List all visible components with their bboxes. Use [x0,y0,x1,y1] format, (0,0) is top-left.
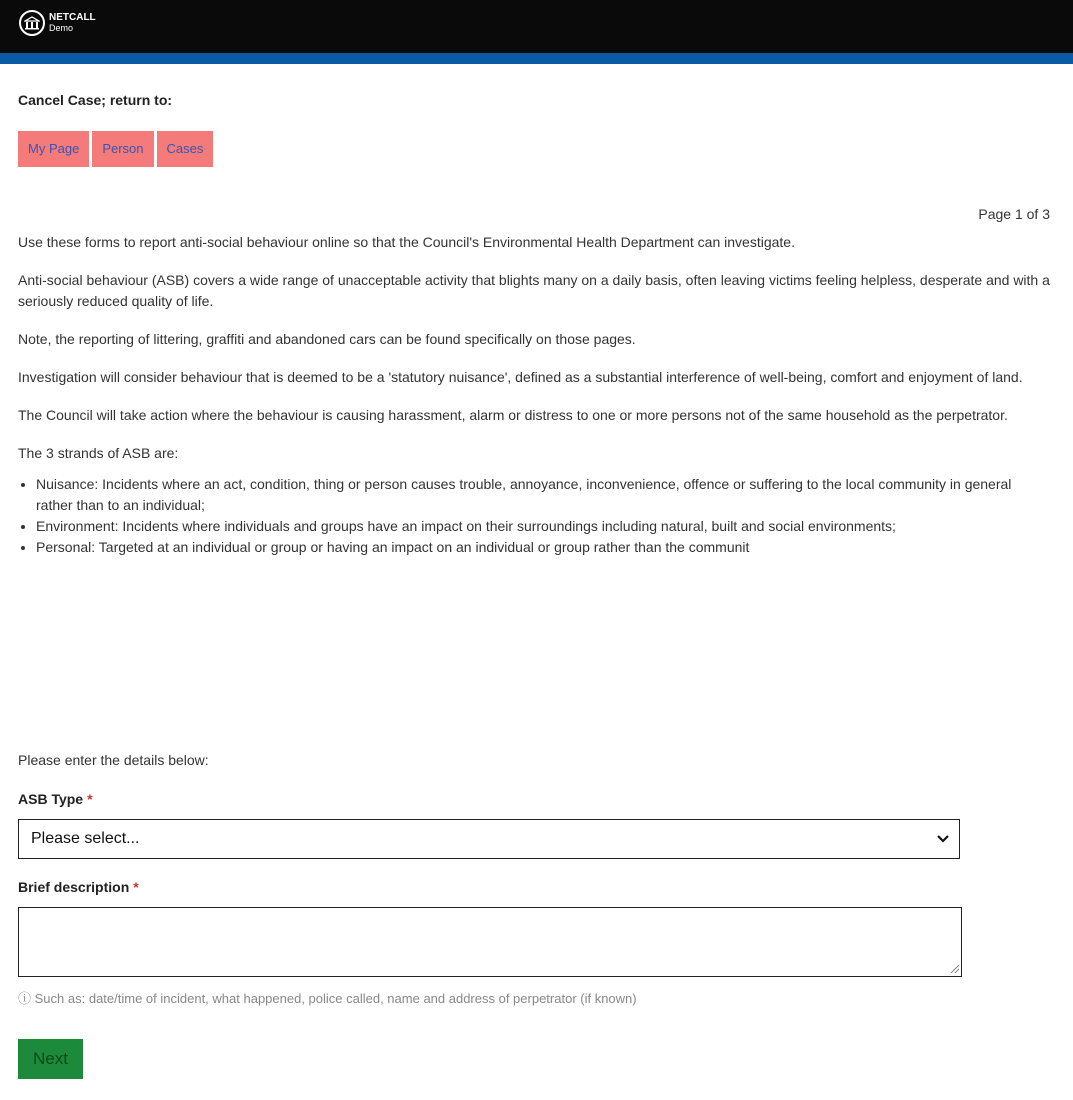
list-item: • Personal: Targeted at an individual or group or having an impact on an individual or group rather than the communit [36,537,1050,558]
intro-paragraph: Note, the reporting of littering, graffiti and abandoned cars can be found specifically on those pages. [18,331,636,347]
main-content [18,88,1050,1068]
cases-button[interactable]: Cases [157,131,214,167]
asb-type-select[interactable] [18,819,960,859]
intro-paragraph: Use these forms to report anti-social behaviour online so that the Council's Environmental Health Department can investigate. [18,234,795,250]
page-indicator: Page 1 of 3 [978,206,1050,222]
person-button[interactable]: Person [92,131,153,167]
intro-paragraph: The Council will take action where the behaviour is causing harassment, alarm or distress to one or more persons not of the same household as the perpetrator. [18,407,1008,423]
asb-type-label [18,791,93,807]
intro-text [18,232,1050,558]
brief-description-label [18,879,139,895]
brand-name: NETCALL [49,12,96,23]
my-page-button[interactable]: My Page [18,131,89,167]
asb-type-selected-value: Please select... [31,830,140,847]
next-button[interactable]: Next [18,1039,83,1079]
asb-type-label-text: ASB Type [18,791,84,807]
building-icon [19,10,45,36]
strands-list [18,474,1050,558]
brief-description-textarea[interactable] [18,907,962,977]
intro-paragraph: Investigation will consider behaviour that is deemed to be a 'statutory nuisance', defined as a substantial interference of well-being, comfort and enjoyment of land. [18,369,1023,385]
description-hint [18,988,637,1007]
info-icon: ⓘ [18,991,32,1006]
resize-handle-icon[interactable] [951,965,959,973]
details-instructions: Please enter the details below: [18,752,209,768]
brief-description-label-text: Brief description [18,879,130,895]
netcall-logo[interactable] [19,10,96,36]
cancel-case-label: Cancel Case; return to: [18,92,173,108]
intro-paragraph: Anti-social behaviour (ASB) covers a wide range of unacceptable activity that blights many on a daily basis, often leaving victims feeling helpless, desperate and with a seriously reduced quality of life. [18,272,1050,309]
required-marker: * [87,791,93,807]
list-item: • Environment: Incidents where individuals and groups have an impact on their surroundings including natural, built and social environments; [36,516,1050,537]
brand-subtitle: Demo [49,23,74,33]
chevron-down-icon [937,830,949,848]
top-bar [0,0,1073,53]
return-button-row [18,131,1050,167]
strands-heading: The 3 strands of ASB are: [18,445,179,461]
required-marker: * [133,879,139,895]
list-item: • Nuisance: Incidents where an act, condition, thing or person causes trouble, annoyance, inconvenience, offence or suffering to the local community in general rather than to an individual; [36,474,1050,516]
hint-text: Such as: date/time of incident, what happened, police called, name and address of perpetrator (if known) [34,991,637,1006]
header-accent-strip [0,53,1073,64]
